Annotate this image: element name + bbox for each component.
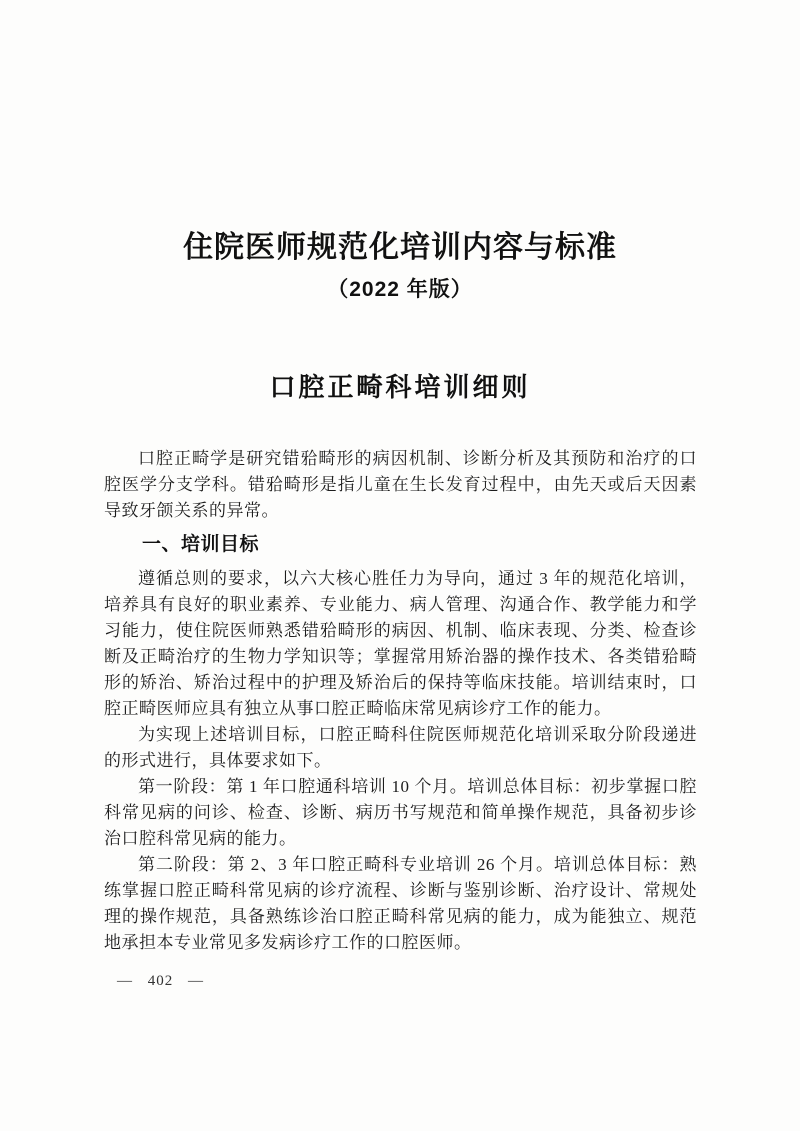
body-text-block [104, 446, 697, 956]
page-number: — 402 — [117, 973, 204, 989]
chapter-title: 口腔正畸科培训细则 [269, 372, 531, 402]
paragraph: 遵循总则的要求，以六大核心胜任力为导向，通过 3 年的规范化培训，培养具有良好的职业素养、专业能力、病人管理、沟通合作、教学能力和学习能力，使住院医师熟悉错𬌗畸形的病因、机制、临床表现、分类、检查诊断及正畸治疗的生物力学知识等；掌握常用矫治器的操作技术、各类错𬌗畸形的矫治、矫治过程中的护理及矫治后的保持等临床技能。培训结束时，口腔正畸医师应具有独立从事口腔正畸临床常见病诊疗工作的能力。 [104, 569, 697, 718]
paragraph: 第一阶段：第 1 年口腔通科培训 10 个月。培训总体目标：初步掌握口腔科常见病的问诊、检查、诊断、病历书写规范和简单操作规范，具备初步诊治口腔科常见病的能力。 [104, 777, 697, 848]
section-heading-training-goals: 一、培训目标 [142, 534, 260, 555]
document-edition: （2022 年版） [327, 278, 473, 301]
paragraph: 为实现上述培训目标，口腔正畸科住院医师规范化培训采取分阶段递进的形式进行，具体要求如下。 [104, 725, 697, 770]
paragraph: 第二阶段：第 2、3 年口腔正畸科专业培训 26 个月。培训总体目标：熟练掌握口腔正畸科常见病的诊疗流程、诊断与鉴别诊断、治疗设计、常规处理的操作规范，具备熟练诊治口腔正畸科常见病的能力，成为能独立、规范地承担本专业常见多发病诊疗工作的口腔医师。 [104, 855, 697, 952]
document-title: 住院医师规范化培训内容与标准 [183, 231, 617, 264]
intro-paragraph: 口腔正畸学是研究错𬌗畸形的病因机制、诊断分析及其预防和治疗的口腔医学分支学科。错𬌗畸形是指儿童在生长发育过程中，由先天或后天因素导致牙颌关系的异常。 [104, 449, 697, 520]
